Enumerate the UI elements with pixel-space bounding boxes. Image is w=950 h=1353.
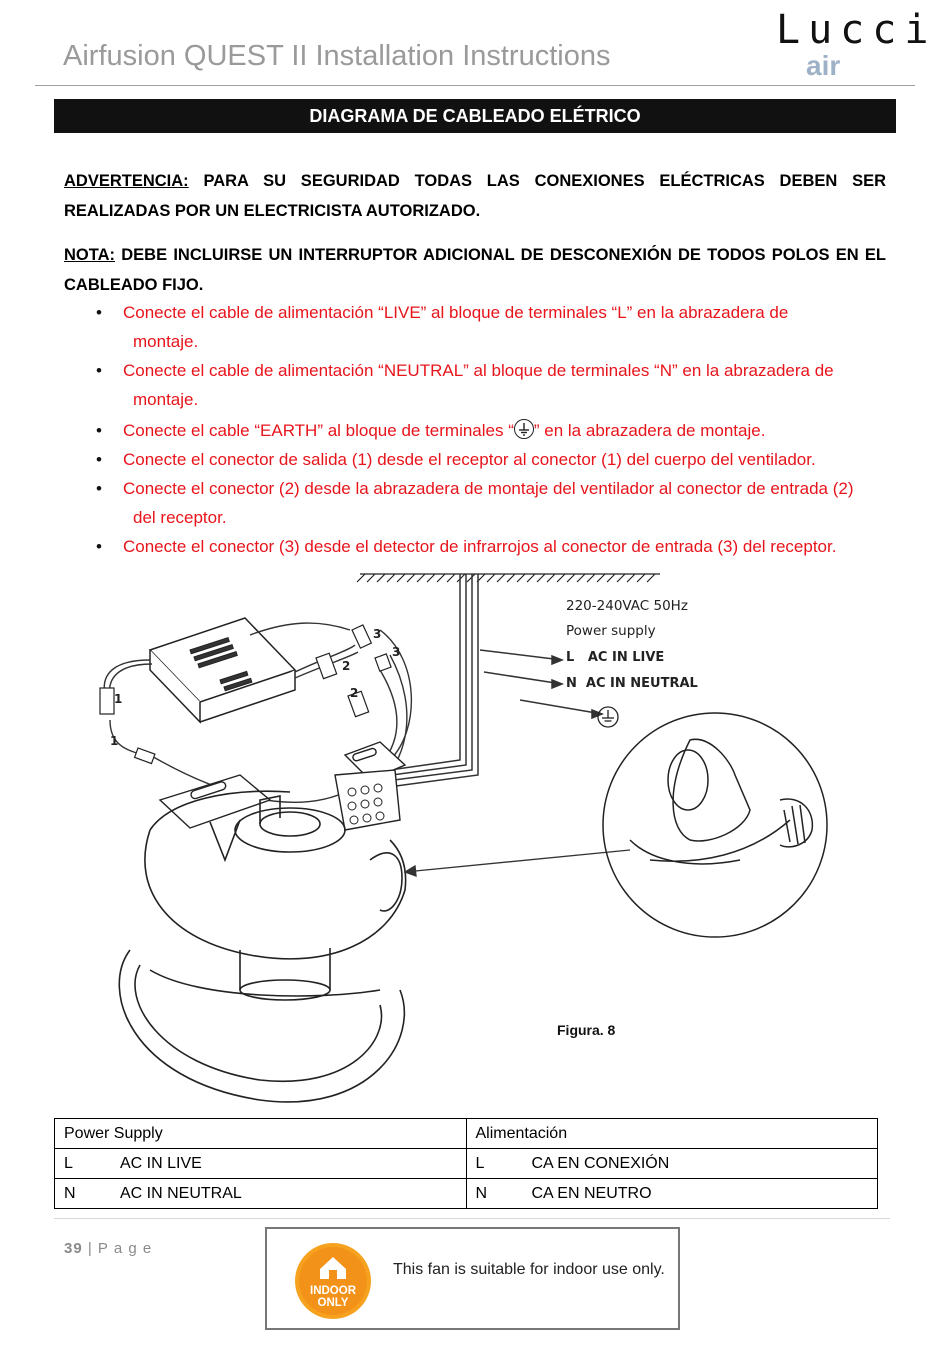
table-header-cell: Power Supply bbox=[55, 1119, 467, 1149]
instruction-live bbox=[96, 298, 886, 356]
indoor-notice-text: This fan is suitable for indoor use only. bbox=[393, 1261, 665, 1278]
ir-detector-detail bbox=[603, 713, 827, 937]
table-row bbox=[55, 1179, 878, 1209]
live-label: L AC IN LIVE bbox=[566, 650, 665, 665]
warning-paragraph bbox=[64, 166, 886, 226]
instruction-connector-3 bbox=[96, 532, 886, 561]
note-label: NOTA: bbox=[64, 246, 116, 264]
wiring-diagram bbox=[90, 560, 870, 1110]
footer-divider bbox=[54, 1218, 890, 1219]
table-cell bbox=[55, 1179, 467, 1209]
detail-leader bbox=[405, 850, 630, 876]
terminal-value: CA EN CONEXIÓN bbox=[531, 1154, 670, 1172]
instruction-earth-post: ” en la abrazadera de montaje. bbox=[533, 421, 766, 440]
note-paragraph bbox=[64, 240, 886, 300]
neutral-label: N AC IN NEUTRAL bbox=[566, 676, 698, 691]
voltage-label: 220-240VAC 50Hz bbox=[566, 598, 688, 614]
bullet-dot: • bbox=[96, 303, 102, 322]
brand-logo bbox=[776, 7, 937, 83]
supply-label: Power supply bbox=[566, 623, 656, 639]
connector-1b-label: 1 bbox=[110, 734, 119, 748]
mounting-bracket bbox=[160, 742, 405, 830]
instruction-neutral-line1: Conecte el cable de alimentación “NEUTRAL” al bloque de terminales “N” en la abrazadera de bbox=[123, 361, 834, 380]
bullet-dot: • bbox=[96, 421, 102, 440]
instruction-connector-2-line2: del receptor. bbox=[133, 508, 227, 527]
fan-body bbox=[119, 791, 405, 1102]
logo-sub-wordmark: air bbox=[806, 50, 841, 81]
connector-2b-label: 2 bbox=[350, 686, 359, 700]
ground-icon bbox=[598, 707, 618, 727]
instruction-neutral bbox=[96, 356, 886, 414]
section-heading: DIAGRAMA DE CABLEADO ELÉTRICO bbox=[54, 99, 896, 133]
bullet-dot: • bbox=[96, 537, 102, 556]
connector-2a-label: 2 bbox=[342, 659, 351, 673]
note-text: DEBE INCLUIRSE UN INTERRUPTOR ADICIONAL DE DESCONEXIÓN DE TODOS POLOS EN EL CABLEADO FIJO. bbox=[64, 246, 886, 294]
badge-line-2: ONLY bbox=[317, 1297, 349, 1309]
logo-wordmark: Lucci bbox=[776, 7, 937, 53]
table-cell bbox=[466, 1149, 878, 1179]
connector-3a-label: 3 bbox=[373, 627, 382, 641]
instruction-connector-2-line1: Conecte el conector (2) desde la abrazadera de montaje del ventilador al conector de entrada (2) bbox=[123, 479, 854, 498]
receiver-box bbox=[150, 618, 295, 722]
earth-ground-icon bbox=[514, 419, 534, 439]
warning-text: PARA SU SEGURIDAD TODAS LAS CONEXIONES ELÉCTRICAS DEBEN SER REALIZADAS POR UN ELECTRICISTA AUTORIZADO. bbox=[64, 172, 886, 220]
table-cell bbox=[55, 1149, 467, 1179]
indoor-notice bbox=[265, 1227, 680, 1330]
terminal-value: AC IN NEUTRAL bbox=[120, 1184, 242, 1202]
bullet-dot: • bbox=[96, 361, 102, 380]
connector-3b-label: 3 bbox=[392, 645, 401, 659]
instruction-connector-3-text: Conecte el conector (3) desde el detector de infrarrojos al conector de entrada (3) del receptor. bbox=[123, 537, 837, 556]
page-number bbox=[64, 1240, 152, 1257]
bullet-dot: • bbox=[96, 479, 102, 498]
power-supply-table bbox=[54, 1118, 878, 1209]
terminal-value: CA EN NEUTRO bbox=[531, 1184, 652, 1202]
instruction-live-line1: Conecte el cable de alimentación “LIVE” al bloque de terminales “L” en la abrazadera de bbox=[123, 303, 789, 322]
table-header-cell: Alimentación bbox=[466, 1119, 878, 1149]
table-row bbox=[55, 1119, 878, 1149]
instruction-connector-2 bbox=[96, 474, 886, 532]
bullet-dot: • bbox=[96, 450, 102, 469]
terminal-key: N bbox=[64, 1184, 76, 1202]
indoor-only-icon bbox=[294, 1242, 372, 1320]
terminal-key: N bbox=[475, 1184, 488, 1202]
warning-label: ADVERTENCIA: bbox=[64, 172, 189, 190]
page-number-value: 39 bbox=[64, 1240, 83, 1257]
instruction-list bbox=[96, 298, 886, 561]
instruction-earth bbox=[96, 416, 886, 445]
instruction-earth-pre: Conecte el cable “EARTH” al bloque de terminales “ bbox=[123, 421, 514, 440]
document-title: Airfusion QUEST II Installation Instructions bbox=[63, 40, 611, 72]
terminal-value: AC IN LIVE bbox=[120, 1154, 202, 1172]
page-label: | P a g e bbox=[82, 1240, 153, 1257]
table-row bbox=[55, 1149, 878, 1179]
instruction-connector-1 bbox=[96, 445, 886, 474]
terminal-key: L bbox=[64, 1154, 73, 1172]
instruction-live-line2: montaje. bbox=[133, 332, 199, 351]
connector-1a-label: 1 bbox=[114, 692, 123, 706]
ceiling-hatch bbox=[357, 574, 660, 582]
instruction-connector-1-text: Conecte el conector de salida (1) desde el receptor al conector (1) del cuerpo del ventilador. bbox=[123, 450, 816, 469]
terminal-key: L bbox=[475, 1154, 485, 1172]
table-cell bbox=[466, 1179, 878, 1209]
instruction-neutral-line2: montaje. bbox=[133, 390, 199, 409]
badge-line-1: INDOOR bbox=[310, 1285, 356, 1297]
figure-caption: Figura. 8 bbox=[557, 1022, 616, 1038]
header-divider bbox=[35, 85, 915, 86]
